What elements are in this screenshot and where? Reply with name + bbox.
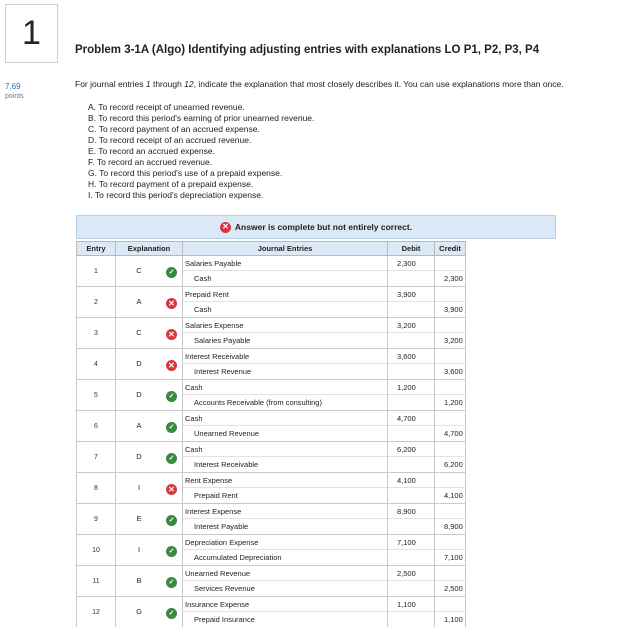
debit-cell	[388, 473, 435, 504]
debit-account[interactable]: Cash	[183, 380, 387, 395]
credit-cell	[435, 411, 466, 442]
debit-amount[interactable]: 2,500	[388, 566, 434, 581]
instructions-to: 12	[184, 79, 194, 89]
credit-cell	[435, 504, 466, 535]
credit-cell	[435, 535, 466, 566]
credit-amount[interactable]: 2,500	[444, 584, 463, 593]
problem-title: Problem 3-1A (Algo) Identifying adjusting entries with explanations LO P1, P2, P3, P4	[75, 44, 540, 56]
option-c: C. To record payment of an accrued expense.	[88, 124, 260, 134]
explanation-select[interactable]: A	[136, 421, 142, 430]
table-row	[77, 349, 466, 380]
credit-account[interactable]: Prepaid Insurance	[194, 615, 255, 624]
debit-account[interactable]: Prepaid Rent	[183, 287, 387, 302]
debit-empty[interactable]	[388, 333, 434, 348]
explanation-cell	[116, 535, 183, 566]
instructions	[75, 79, 564, 89]
credit-empty[interactable]	[435, 597, 465, 612]
credit-cell	[435, 566, 466, 597]
check-icon: ✓	[166, 453, 177, 464]
credit-empty[interactable]	[435, 473, 465, 488]
credit-amount[interactable]: 1,200	[444, 398, 463, 407]
debit-account[interactable]: Depreciation Expense	[183, 535, 387, 550]
option-e: E. To record an accrued expense.	[88, 146, 215, 156]
check-icon: ✓	[166, 422, 177, 433]
explanation-cell	[116, 473, 183, 504]
credit-amount[interactable]: 1,100	[444, 615, 463, 624]
header-journal-entries: Journal Entries	[183, 242, 388, 256]
header-credit: Credit	[435, 242, 466, 256]
credit-empty[interactable]	[435, 442, 465, 457]
option-d: D. To record receipt of an accrued revenue.	[88, 135, 252, 145]
debit-account[interactable]: Cash	[183, 442, 387, 457]
table-row	[77, 256, 466, 287]
table-row	[77, 411, 466, 442]
x-icon: ✕	[166, 298, 177, 309]
header-explanation: Explanation	[116, 242, 183, 256]
explanation-select[interactable]: A	[136, 297, 142, 306]
entry-number: 8	[77, 473, 116, 504]
credit-amount[interactable]: 6,200	[444, 460, 463, 469]
table-row	[77, 473, 466, 504]
debit-cell	[388, 535, 435, 566]
explanation-cell	[116, 442, 183, 473]
option-a: A. To record receipt of unearned revenue.	[88, 102, 245, 112]
debit-cell	[388, 318, 435, 349]
debit-account[interactable]: Salaries Expense	[183, 318, 387, 333]
header-debit: Debit	[388, 242, 435, 256]
debit-account[interactable]: Cash	[183, 411, 387, 426]
explanation-select[interactable]: I	[137, 545, 141, 554]
explanation-select[interactable]: G	[136, 607, 142, 616]
credit-empty[interactable]	[435, 256, 465, 271]
credit-account[interactable]: Salaries Payable	[194, 336, 251, 345]
credit-account[interactable]: Cash	[194, 305, 212, 314]
debit-account[interactable]: Interest Receivable	[183, 349, 387, 364]
debit-amount[interactable]: 3,900	[388, 287, 434, 302]
explanation-cell	[116, 380, 183, 411]
credit-account[interactable]: Interest Payable	[194, 522, 249, 531]
table-row	[77, 442, 466, 473]
credit-account[interactable]: Accumulated Depreciation	[194, 553, 282, 562]
explanation-cell	[116, 349, 183, 380]
header-entry: Entry	[77, 242, 116, 256]
credit-amount[interactable]: 3,600	[444, 367, 463, 376]
points-label: points	[5, 93, 24, 100]
explanation-select[interactable]: B	[136, 576, 142, 585]
x-icon: ✕	[166, 360, 177, 371]
credit-empty[interactable]	[435, 535, 465, 550]
debit-amount[interactable]: 1,100	[388, 597, 434, 612]
credit-account[interactable]: Services Revenue	[194, 584, 255, 593]
debit-empty[interactable]	[388, 581, 434, 596]
debit-amount[interactable]: 8,900	[388, 504, 434, 519]
entry-number: 1	[77, 256, 116, 287]
explanation-select[interactable]: C	[136, 328, 142, 337]
check-icon: ✓	[166, 608, 177, 619]
debit-amount[interactable]: 4,700	[388, 411, 434, 426]
explanation-cell	[116, 256, 183, 287]
credit-account[interactable]: Interest Receivable	[194, 460, 259, 469]
journal-cell	[183, 349, 388, 380]
credit-cell	[435, 473, 466, 504]
entry-number: 6	[77, 411, 116, 442]
entry-number: 11	[77, 566, 116, 597]
journal-cell	[183, 256, 388, 287]
table-row	[77, 597, 466, 627]
debit-empty[interactable]	[388, 457, 434, 472]
credit-amount[interactable]: 3,900	[444, 305, 463, 314]
credit-empty[interactable]	[435, 566, 465, 581]
explanation-select[interactable]: E	[136, 514, 142, 523]
option-f: F. To record an accrued revenue.	[88, 157, 213, 167]
explanation-cell	[116, 287, 183, 318]
explanation-cell	[116, 504, 183, 535]
debit-amount[interactable]: 3,600	[388, 349, 434, 364]
explanation-cell	[116, 566, 183, 597]
credit-account[interactable]: Interest Revenue	[194, 367, 252, 376]
credit-empty[interactable]	[435, 504, 465, 519]
journal-cell	[183, 411, 388, 442]
entry-number: 12	[77, 597, 116, 627]
credit-cell	[435, 318, 466, 349]
instructions-through: through	[150, 79, 185, 89]
result-banner-text: Answer is complete but not entirely correct.	[234, 222, 413, 232]
journal-cell	[183, 318, 388, 349]
explanation-cell	[116, 597, 183, 627]
credit-amount[interactable]: 3,200	[444, 336, 463, 345]
credit-account[interactable]: Prepaid Rent	[194, 491, 238, 500]
credit-account[interactable]: Cash	[194, 274, 212, 283]
journal-cell	[183, 504, 388, 535]
explanation-select[interactable]: D	[136, 390, 142, 399]
check-icon: ✓	[166, 546, 177, 557]
debit-empty[interactable]	[388, 519, 434, 534]
debit-cell	[388, 287, 435, 318]
debit-account[interactable]: Insurance Expense	[183, 597, 387, 612]
entry-number: 7	[77, 442, 116, 473]
points-value: 7.69	[5, 82, 21, 91]
x-icon: ✕	[166, 484, 177, 495]
debit-account[interactable]: Interest Expense	[183, 504, 387, 519]
credit-cell	[435, 442, 466, 473]
journal-cell	[183, 287, 388, 318]
result-banner	[76, 215, 556, 239]
credit-cell	[435, 349, 466, 380]
check-icon: ✓	[166, 391, 177, 402]
debit-amount[interactable]: 1,200	[388, 380, 434, 395]
table-row	[77, 535, 466, 566]
debit-amount[interactable]: 7,100	[388, 535, 434, 550]
debit-empty[interactable]	[388, 271, 434, 286]
credit-cell	[435, 287, 466, 318]
entry-number: 9	[77, 504, 116, 535]
debit-amount[interactable]: 2,300	[388, 256, 434, 271]
journal-cell	[183, 535, 388, 566]
debit-empty[interactable]	[388, 426, 434, 441]
debit-empty[interactable]	[388, 302, 434, 317]
debit-empty[interactable]	[388, 364, 434, 379]
explanation-options	[88, 102, 314, 201]
instructions-suffix: , indicate the explanation that most closely describes it. You can use explanations more than once.	[193, 79, 564, 89]
credit-cell	[435, 256, 466, 287]
credit-empty[interactable]	[435, 380, 465, 395]
debit-empty[interactable]	[388, 395, 434, 410]
entry-number: 3	[77, 318, 116, 349]
credit-account[interactable]: Unearned Revenue	[194, 429, 260, 438]
debit-empty[interactable]	[388, 550, 434, 565]
check-icon: ✓	[166, 515, 177, 526]
debit-empty[interactable]	[388, 612, 434, 627]
credit-cell	[435, 380, 466, 411]
credit-empty[interactable]	[435, 411, 465, 426]
debit-amount[interactable]: 6,200	[388, 442, 434, 457]
credit-cell	[435, 597, 466, 627]
entry-number: 2	[77, 287, 116, 318]
option-g: G. To record this period's use of a prepaid expense.	[88, 168, 283, 178]
entry-number: 4	[77, 349, 116, 380]
credit-amount[interactable]: 7,100	[444, 553, 463, 562]
debit-cell	[388, 256, 435, 287]
credit-amount[interactable]: 8,900	[444, 522, 463, 531]
credit-amount[interactable]: 4,100	[444, 491, 463, 500]
x-icon: ✕	[220, 222, 231, 233]
journal-cell	[183, 597, 388, 627]
debit-account[interactable]: Rent Expense	[183, 473, 387, 488]
entry-number: 5	[77, 380, 116, 411]
explanation-select[interactable]: C	[136, 266, 142, 275]
journal-table	[76, 241, 466, 627]
journal-cell	[183, 380, 388, 411]
debit-account[interactable]: Unearned Revenue	[183, 566, 387, 581]
explanation-select[interactable]: I	[137, 483, 141, 492]
debit-amount[interactable]: 4,100	[388, 473, 434, 488]
credit-empty[interactable]	[435, 287, 465, 302]
debit-cell	[388, 380, 435, 411]
explanation-cell	[116, 411, 183, 442]
journal-body	[77, 256, 466, 627]
debit-cell	[388, 349, 435, 380]
question-number: 1	[5, 4, 58, 63]
credit-empty[interactable]	[435, 349, 465, 364]
debit-cell	[388, 566, 435, 597]
credit-empty[interactable]	[435, 318, 465, 333]
journal-cell	[183, 566, 388, 597]
table-row	[77, 287, 466, 318]
debit-amount[interactable]: 3,200	[388, 318, 434, 333]
explanation-cell	[116, 318, 183, 349]
option-b: B. To record this period's earning of prior unearned revenue.	[88, 113, 315, 123]
debit-cell	[388, 442, 435, 473]
instructions-from: 1	[145, 79, 151, 89]
credit-amount[interactable]: 2,300	[444, 274, 463, 283]
instructions-prefix: For journal entries	[75, 79, 146, 89]
table-row	[77, 380, 466, 411]
table-row	[77, 566, 466, 597]
debit-cell	[388, 597, 435, 627]
explanation-select[interactable]: D	[136, 452, 142, 461]
check-icon: ✓	[166, 577, 177, 588]
entry-number: 10	[77, 535, 116, 566]
credit-account[interactable]: Accounts Receivable (from consulting)	[194, 398, 322, 407]
debit-account[interactable]: Salaries Payable	[183, 256, 387, 271]
journal-cell	[183, 442, 388, 473]
table-row	[77, 504, 466, 535]
debit-empty[interactable]	[388, 488, 434, 503]
option-h: H. To record payment of a prepaid expense.	[88, 179, 254, 189]
table-row	[77, 318, 466, 349]
check-icon: ✓	[166, 267, 177, 278]
debit-cell	[388, 504, 435, 535]
debit-cell	[388, 411, 435, 442]
credit-amount[interactable]: 4,700	[444, 429, 463, 438]
option-i: I. To record this period's depreciation expense.	[88, 190, 264, 200]
journal-cell	[183, 473, 388, 504]
explanation-select[interactable]: D	[136, 359, 142, 368]
x-icon: ✕	[166, 329, 177, 340]
